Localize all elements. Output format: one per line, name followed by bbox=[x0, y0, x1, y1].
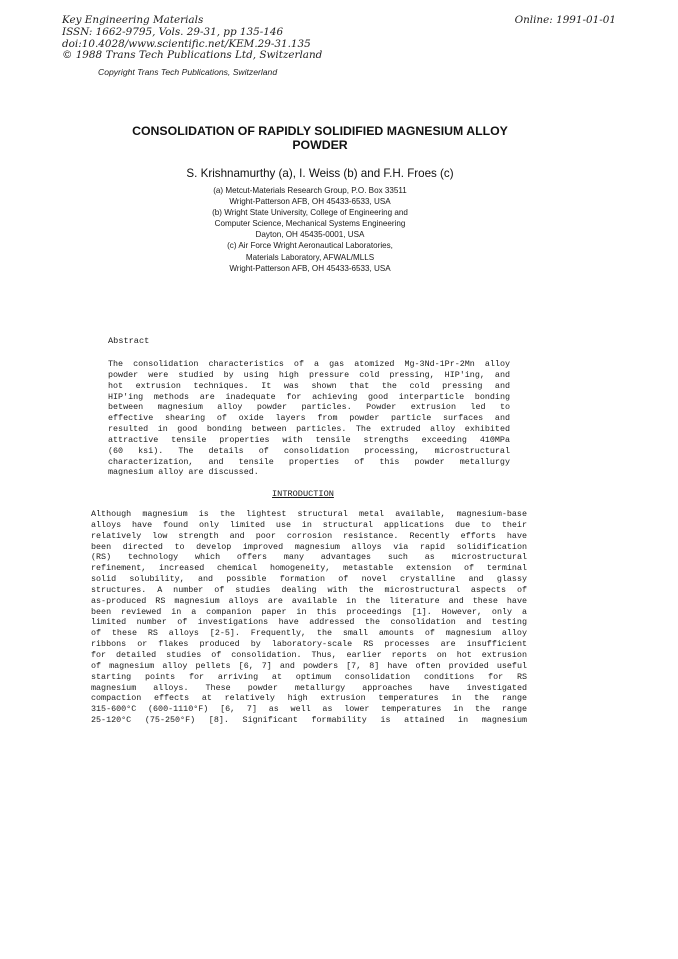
affiliation-line: (a) Metcut-Materials Research Group, P.O. Box 33511 bbox=[213, 186, 407, 195]
abstract-line: effective shearing of oxide layers from powder particle surfaces and bbox=[108, 413, 510, 424]
body-line: as-produced RS magnesium alloys are available in the literature and these have bbox=[91, 595, 527, 606]
journal-copyright: © 1988 Trans Tech Publications Ltd, Switzerland bbox=[62, 49, 323, 62]
body-line: ribbons or flakes produced by laboratory-scale RS processes are insufficient bbox=[91, 639, 527, 650]
abstract-line: (60 ksi). The details of consolidation processing, microstructural bbox=[108, 445, 510, 456]
body-line: structures. A number of studies dealing with the microstructural aspects of bbox=[91, 584, 527, 595]
body-line: solid solubility, and possible formation of novel crystalline and glassy bbox=[91, 574, 527, 585]
abstract-body bbox=[108, 359, 510, 478]
body-line: starting points for arriving at optimum consolidation conditions for RS bbox=[91, 671, 527, 682]
body-line: alloys have found only limited use in structural applications due to their bbox=[91, 519, 527, 530]
title-line: CONSOLIDATION OF RAPIDLY SOLIDIFIED MAGNESIUM ALLOY bbox=[132, 124, 508, 138]
abstract-line: The consolidation characteristics of a gas atomized Mg-3Nd-1Pr-2Mn alloy bbox=[108, 359, 510, 369]
abstract-heading: Abstract bbox=[108, 336, 150, 346]
body-line: (RS) technology which offers many advantages such as microstructural bbox=[91, 552, 527, 563]
affiliation-line: Dayton, OH 45435-0001, USA bbox=[255, 230, 365, 240]
journal-name: Key Engineering Materials bbox=[62, 14, 204, 26]
abstract-line: characterization, and tensile properties of this powder metallurgy bbox=[108, 456, 510, 467]
affiliation-line: (c) Air Force Wright Aeronautical Laboratories, bbox=[227, 241, 393, 251]
introduction-body bbox=[91, 509, 527, 726]
abstract-line: powder were studied by using high pressure cold pressing, HIP'ing, and bbox=[108, 369, 510, 380]
abstract-line: magnesium alloy are discussed. bbox=[108, 467, 259, 478]
body-line: 315-600°C (600-1110°F) [6, 7] as well as lower temperatures in the range bbox=[91, 704, 527, 715]
body-line: limited number of investigations have addressed the consolidation and testing bbox=[91, 617, 527, 628]
body-line: for detailed studies of consolidation. Thus, earlier reports on hot extrusion bbox=[91, 649, 527, 660]
body-line: relatively low strength and poor corrosion resistance. Recently efforts have bbox=[91, 530, 527, 541]
body-line: been directed to develop improved magnesium alloys via rapid solidification bbox=[91, 541, 527, 552]
body-line: of magnesium alloy pellets [6, 7] and powders [7, 8] have often provided useful bbox=[91, 660, 527, 671]
title-line: POWDER bbox=[292, 138, 348, 152]
author-list: S. Krishnamurthy (a), I. Weiss (b) and F.H. Froes (c) bbox=[186, 167, 454, 180]
journal-issn: ISSN: 1662-9795, Vols. 29-31, pp 135-146 bbox=[62, 25, 284, 38]
abstract-line: HIP'ing methods are inadequate for achieving good interparticle bonding bbox=[108, 391, 510, 402]
online-date: Online: 1991-01-01 bbox=[514, 14, 616, 26]
paper-title bbox=[80, 124, 560, 152]
body-line: of these RS alloys [2-5]. Frequently, the small amounts of magnesium alloy bbox=[91, 628, 527, 639]
affiliation-line: Computer Science, Mechanical Systems Engineering bbox=[214, 219, 406, 229]
body-line: refinement, increased chemical homogeneity, metastable extension of terminal bbox=[91, 563, 527, 574]
affiliations bbox=[160, 185, 460, 274]
body-line: magnesium alloys. These powder metallurgy approaches have investigated bbox=[91, 682, 527, 693]
body-line: compaction effects at relatively high extrusion temperatures in the range bbox=[91, 693, 527, 704]
abstract-line: resulted in good bonding between particles. The extruded alloy exhibited bbox=[108, 424, 510, 435]
affiliation-line: Wright-Patterson AFB, OH 45433-6533, USA bbox=[229, 197, 391, 207]
affiliation-line: Materials Laboratory, AFWAL/MLLS bbox=[245, 252, 375, 262]
abstract-line: between magnesium alloy powder particles. Powder extrusion led to bbox=[108, 402, 510, 413]
affiliation-line: Wright-Patterson AFB, OH 45433-6533, USA bbox=[229, 263, 391, 273]
body-line: Although magnesium is the lightest structural metal available, magnesium-base bbox=[91, 509, 527, 519]
introduction-heading: INTRODUCTION bbox=[272, 489, 334, 499]
abstract-line: attractive tensile properties with tensile strengths exceeding 410MPa bbox=[108, 434, 510, 445]
body-line: 25-120°C (75-250°F) [8]. Significant formability is attained in magnesium bbox=[91, 715, 527, 726]
body-line: been reviewed in a companion paper in this proceedings [1]. However, only a bbox=[91, 606, 527, 617]
abstract-line: hot extrusion techniques. It was shown that the cold pressing and bbox=[108, 380, 510, 391]
journal-header bbox=[62, 15, 322, 62]
journal-doi: doi:10.4028/www.scientific.net/KEM.29-31.135 bbox=[62, 37, 311, 50]
affiliation-line: (b) Wright State University, College of Engineering and bbox=[212, 208, 408, 218]
copyright-notice: Copyright Trans Tech Publications, Switzerland bbox=[98, 67, 278, 77]
